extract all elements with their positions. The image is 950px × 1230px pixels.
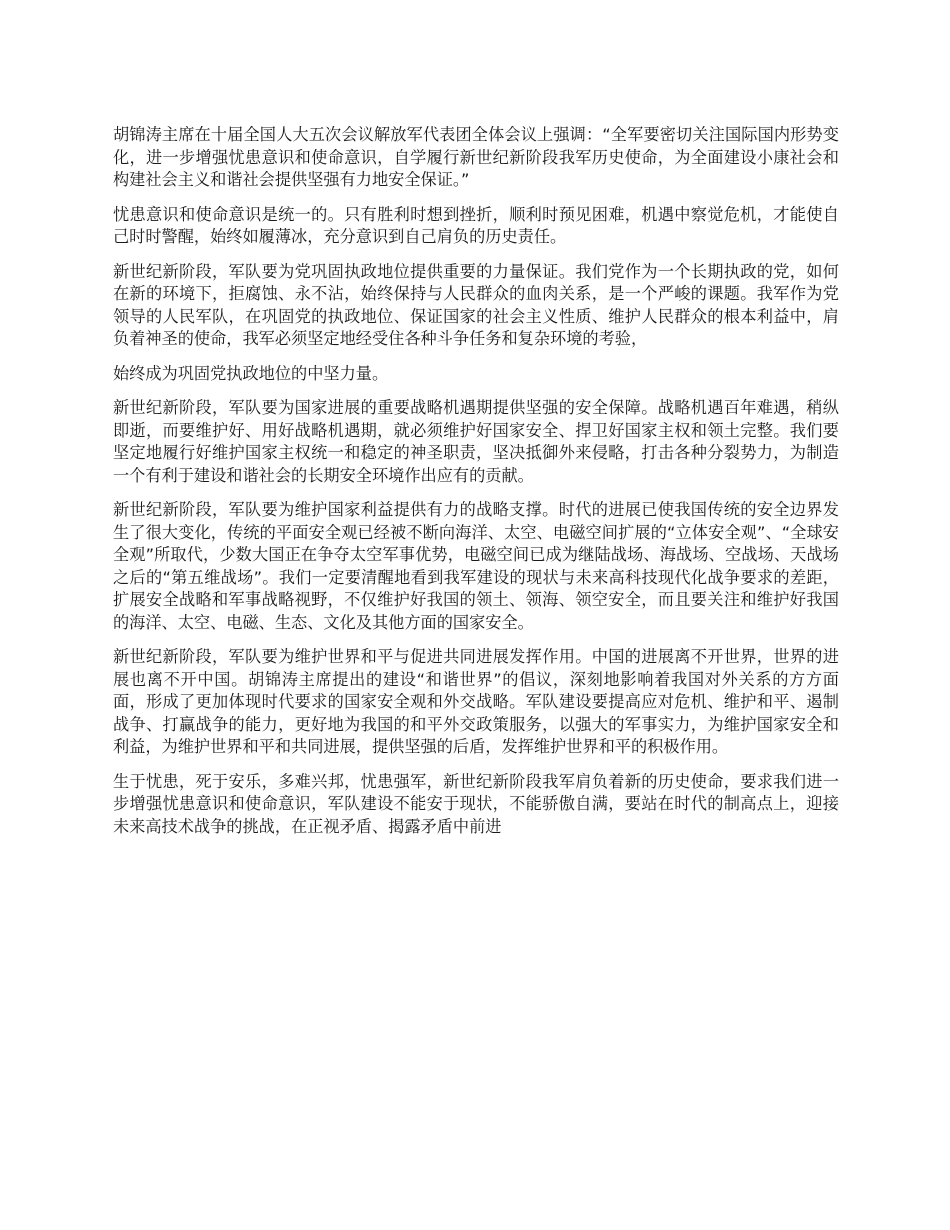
paragraph-1: 胡锦涛主席在十届全国人大五次会议解放军代表团全体会议上强调：“全军要密切关注国际国内形势变化，进一步增强忧患意识和使命意识，自学履行新世纪新阶段我军历史使命，为全面建设小康社会和构建社会主义和谐社会提供坚强有力地安全保证。” bbox=[113, 125, 839, 189]
paragraph-5: 新世纪新阶段，军队要为国家进展的重要战略机遇期提供坚强的安全保障。战略机遇百年难遇，稍纵即逝，而要维护好、用好战略机遇期，就必须维护好国家安全、捍卫好国家主权和领土完整。我们要坚定地履行好维护国家主权统一和稳定的神圣职责，坚决抵御外来侵略，打击各种分裂势力，为制造一个有利于建设和谐社会的长期安全环境作出应有的贡献。 bbox=[113, 398, 839, 485]
paragraph-8: 生于忧患，死于安乐，多难兴邦，忧患强军，新世纪新阶段我军肩负着新的历史使命，要求我们进一步增强忧患意识和使命意识，军队建设不能安于现状，不能骄傲自满，要站在时代的制高点上，迎接未来高技术战争的挑战，在正视矛盾、揭露矛盾中前进 bbox=[113, 771, 839, 836]
paragraph-6: 新世纪新阶段，军队要为维护国家利益提供有力的战略支撑。时代的进展已使我国传统的安全边界发生了很大变化，传统的平面安全观已经被不断向海洋、太空、电磁空间扩展的“立体安全观”、“全球安全观”所取代，少数大国正在争夺太空军事优势，电磁空间已成为继陆战场、海战场、空战场、天战场之后的“第五维战场”。我们一定要清醒地看到我军建设的现状与未来高科技现代化战争要求的差距，扩展安全战略和军事战略视野，不仅维护好我国的领土、领海、领空安全，而且要关注和维护好我国的海洋、太空、电磁、生态、文化及其他方面的国家安全。 bbox=[113, 500, 839, 632]
document-body bbox=[113, 124, 839, 850]
paragraph-4: 始终成为巩固党执政地位的中坚力量。 bbox=[113, 363, 389, 383]
paragraph-7: 新世纪新阶段，军队要为维护世界和平与促进共同进展发挥作用。中国的进展离不开世界，世界的进展也离不开中国。胡锦涛主席提出的建设“和谐世界”的倡议，深刻地影响着我国对外关系的方方面面，形成了更加体现时代要求的国家安全观和外交战略。军队建设要提高应对危机、维护和平、遏制战争、打赢战争的能力，更好地为我国的和平外交政策服务，以强大的军事实力，为维护国家安全和利益，为维护世界和平和共同进展，提供坚强的后盾，发挥维护世界和平的积极作用。 bbox=[113, 647, 839, 756]
paragraph-2: 忧患意识和使命意识是统一的。只有胜利时想到挫折，顺利时预见困难，机遇中察觉危机，才能使自己时时警醒，始终如履薄冰，充分意识到自己肩负的历史责任。 bbox=[113, 204, 839, 246]
paragraph-3: 新世纪新阶段，军队要为党巩固执政地位提供重要的力量保证。我们党作为一个长期执政的党，如何在新的环境下，拒腐蚀、永不沾，始终保持与人民群众的血肉关系，是一个严峻的课题。我军作为党领导的人民军队，在巩固党的执政地位、保证国家的社会主义性质、维护人民群众的根本利益中，肩负着神圣的使命，我军必须坚定地经受住各种斗争任务和复杂环境的考验， bbox=[113, 261, 839, 348]
